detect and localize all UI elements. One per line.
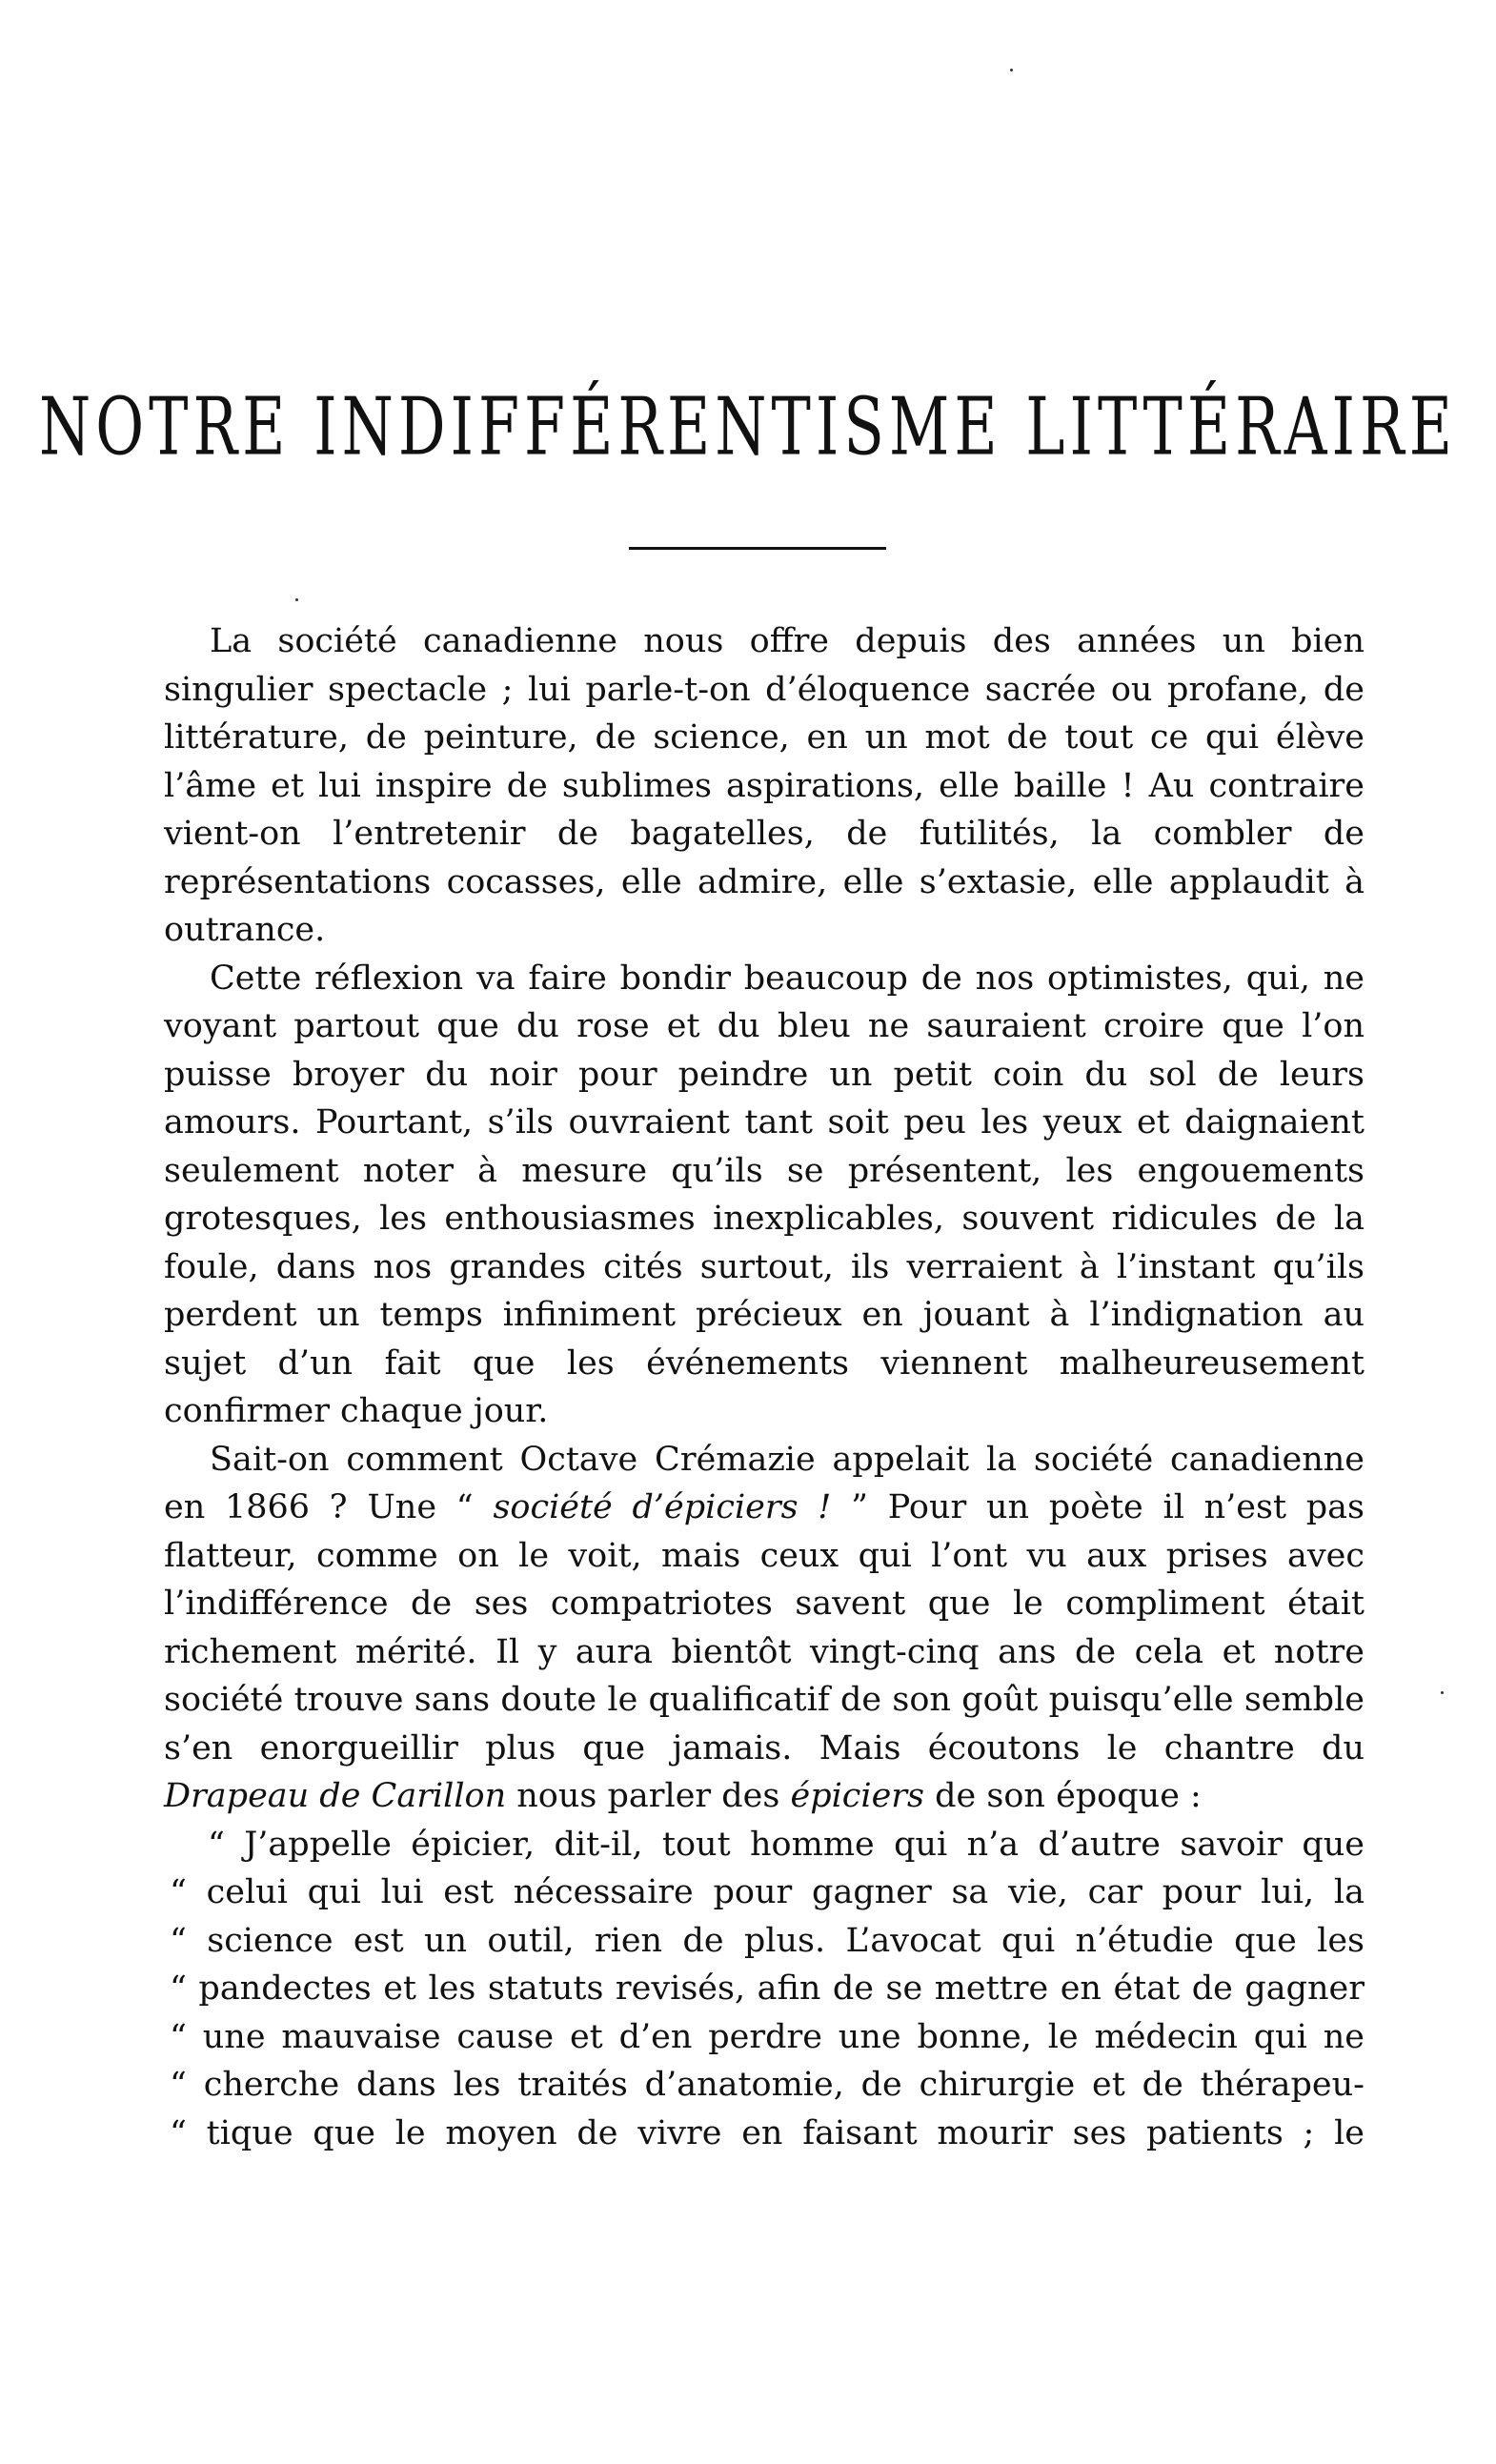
quote-line: “ science est un outil, rien de plus. L’avocat qui n’étudie que les xyxy=(170,1921,1365,1960)
epiciers-word: épiciers xyxy=(790,1777,924,1815)
paragraph-2: Cette réflexion va faire bondir beaucoup de nos optimistes, qui, ne voyant partout que du rose et du bleu ne sauraient croire que l’on puisse broyer du noir pour peindre un petit coin du sol de leurs amours. Pourtant, s’ils ouvraient tant soit peu les yeux et daignaient seulement noter à mesure qu’ils se présentent, les engouements grotesques, les enthousiasmes inexplicables, souvent ridicules de la foule, dans nos grandes cités surtout, ils verraient à l’instant qu’ils perdent un temps infiniment précieux en jouant à l’indignation au sujet d’un fait que les événements viennent malheureusement confirmer chaque jour. xyxy=(164,959,1365,1430)
body-text xyxy=(164,617,1365,2157)
paper-speck xyxy=(1010,69,1013,71)
title-divider xyxy=(629,547,886,550)
quote-line: “ une mauvaise cause et d’en perdre une bonne, le médecin qui ne xyxy=(170,2017,1365,2056)
paper-speck xyxy=(1441,1691,1444,1694)
quote-line: “ pandectes et les statuts revisés, afin de se mettre en état de gagner xyxy=(170,1969,1365,2008)
quote-line: “ tique que le moyen de vivre en faisant mourir ses patients ; le xyxy=(170,2113,1365,2152)
paragraph-3-before-quote: Sait-on comment Octave Crémazie appelait la société canadienne en 1866 ? Une “ xyxy=(164,1440,1365,1526)
quote-line: “ celui qui lui est nécessaire pour gagner sa vie, car pour lui, la xyxy=(170,1873,1365,1911)
block-quote xyxy=(164,1821,1365,2158)
paragraph-3 xyxy=(164,1436,1365,1821)
quote-line: “ cherche dans les traités d’anatomie, de chirurgie et de thérapeu- xyxy=(170,2066,1365,2104)
work-title: Drapeau de Carillon xyxy=(164,1777,507,1815)
quote-line: “ J’appelle épicier, dit-il, tout homme qui n’a d’autre savoir que xyxy=(208,1825,1365,1864)
chapter-title: NOTRE INDIFFÉRENTISME LITTÉRAIRE xyxy=(39,379,1457,474)
paragraph-3-after-quote: ” Pour un poète il n’est pas flatteur, comme on le voit, mais ceux qui l’ont vu aux prises avec l’indifférence de ses compatriotes savent que le compliment était richement mérité. Il y aura bientôt vingt-cinq ans de cela et notre société trouve sans doute le qualificatif de son goût puisqu’elle semble s’en enorgueillir plus que jamais. Mais écoutons le chantre du xyxy=(164,1488,1365,1767)
paper-speck xyxy=(295,598,298,601)
quoted-phrase: société d’épiciers ! xyxy=(493,1488,832,1526)
paragraph-1: La société canadienne nous offre depuis des années un bien singulier spectacle ; lui parle-t-on d’éloquence sacrée ou profane, de littérature, de peinture, de science, en un mot de tout ce qui élève l’âme et lui inspire de sublimes aspirations, elle baille ! Au contraire vient-on l’entretenir de bagatelles, de futilités, la combler de représentations cocasses, elle admire, elle s’extasie, elle applaudit à outrance. xyxy=(164,622,1365,949)
paragraph-3-middle: nous parler des xyxy=(506,1777,791,1815)
paragraph-3-end: de son époque : xyxy=(924,1777,1202,1815)
